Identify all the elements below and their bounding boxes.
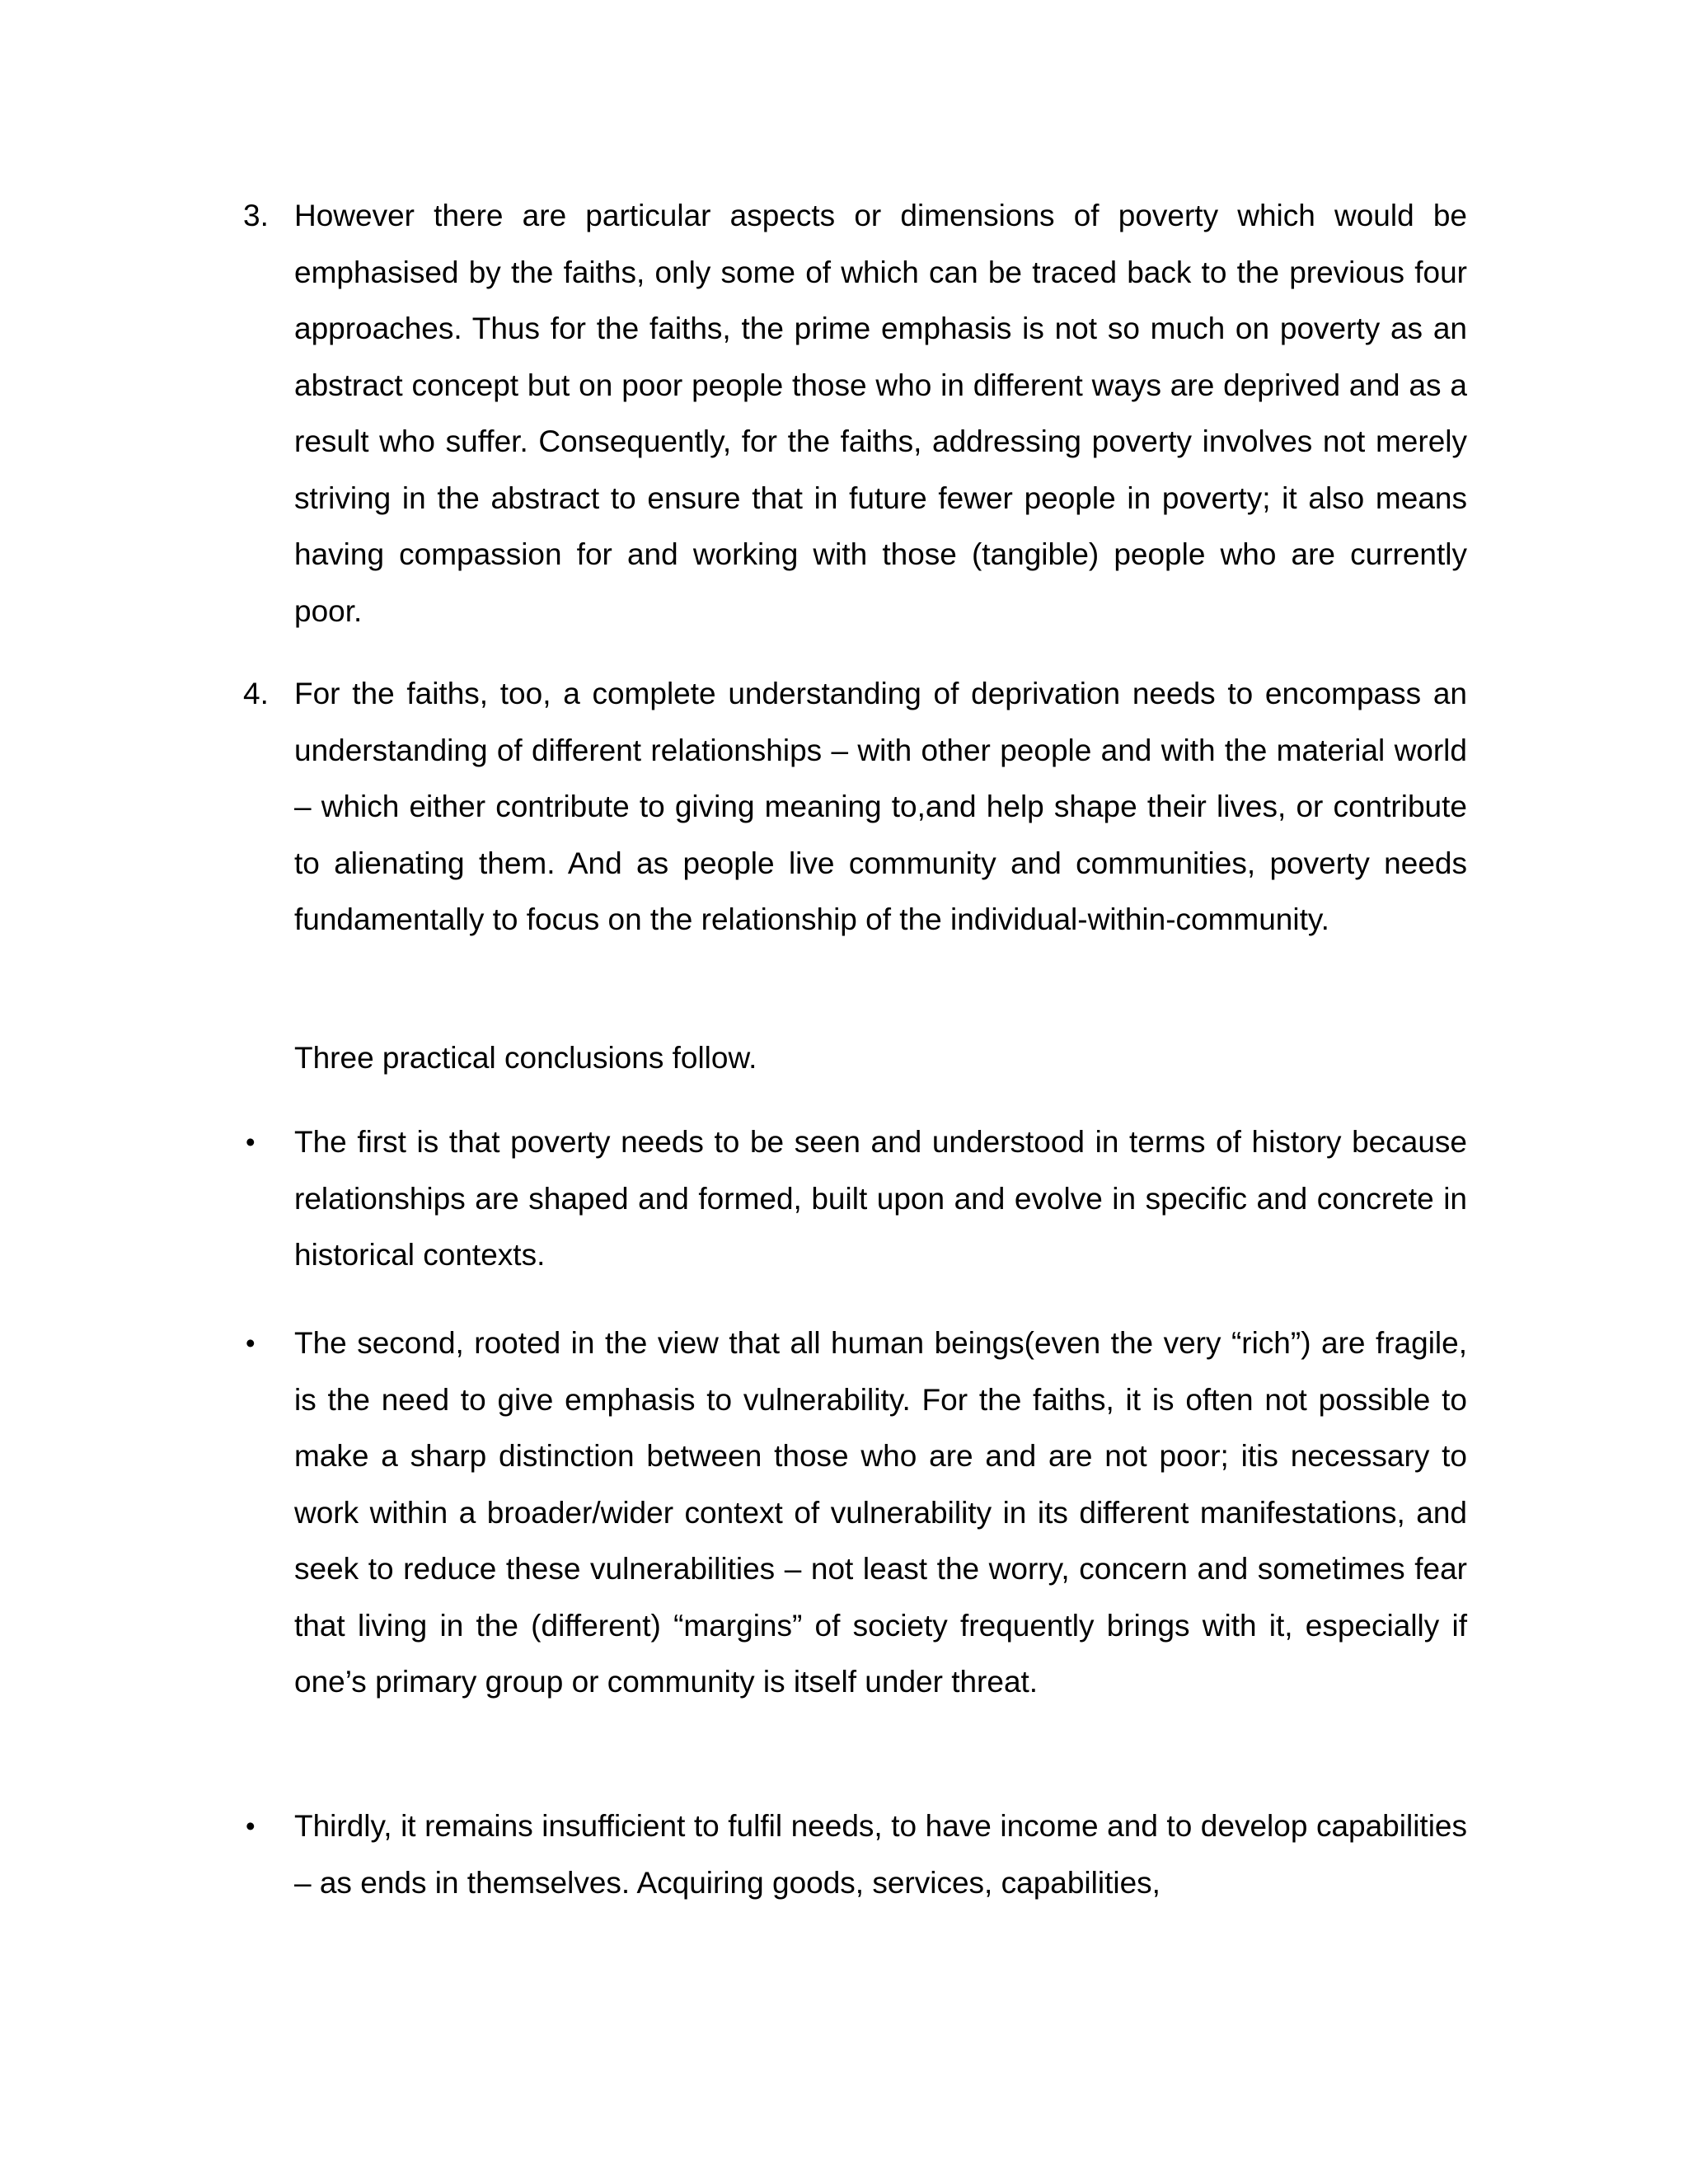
bullet-text: Thirdly, it remains insufficient to fulfil needs, to have income and to develop capabilities – as ends in themselves. Acquiring goods, services, capabilities,	[294, 1809, 1467, 1900]
bullet-icon: •	[246, 1328, 256, 1358]
bullet-item	[243, 1798, 1467, 1911]
bullet-icon: •	[246, 1811, 256, 1841]
numbered-paragraph-3	[243, 188, 1467, 640]
list-number: 4.	[243, 677, 269, 710]
numbered-paragraph-4	[243, 666, 1467, 949]
bullet-icon: •	[246, 1127, 256, 1157]
bullet-text: The first is that poverty needs to be seen and understood in terms of history because relationships are shaped and formed, built upon and evolve in specific and concrete in historical contexts.	[294, 1125, 1467, 1272]
bullet-text: The second, rooted in the view that all human beings(even the very “rich”) are fragile, is the need to give emphasis to vulnerability. For the faiths, it is often not possible to make a sharp distinction between those who are and are not poor; itis necessary to work within a broader/wider context of vulnerability in its different manifestations, and seek to reduce these vulnerabilities – not least the worry, concern and sometimes fear that living in the (different) “margins” of society frequently brings with it, especially if one’s primary group or community is itself under threat.	[294, 1326, 1467, 1699]
conclusions-lead-in: Three practical conclusions follow.	[294, 1041, 757, 1075]
paragraph-text: For the faiths, too, a complete understanding of deprivation needs to encompass an understanding of different relationships – with other people and with the material world – which either contribute to giving meaning to,and help shape their lives, or contribute to alienating them. And as people live community and communities, poverty needs fundamentally to focus on the relationship of the individual-within-community.	[294, 677, 1467, 936]
bullet-item	[243, 1114, 1467, 1284]
paragraph-text: However there are particular aspects or dimensions of poverty which would be emphasised by the faiths, only some of which can be traced back to the previous four approaches. Thus for the faiths, the prime emphasis is not so much on poverty as an abstract concept but on poor people those who in different ways are deprived and as a result who suffer. Consequently, for the faiths, addressing poverty involves not merely striving in the abstract to ensure that in future fewer people in poverty; it also means having compassion for and working with those (tangible) people who are currently poor.	[294, 199, 1467, 628]
list-number: 3.	[243, 199, 269, 232]
bullet-item	[243, 1315, 1467, 1711]
